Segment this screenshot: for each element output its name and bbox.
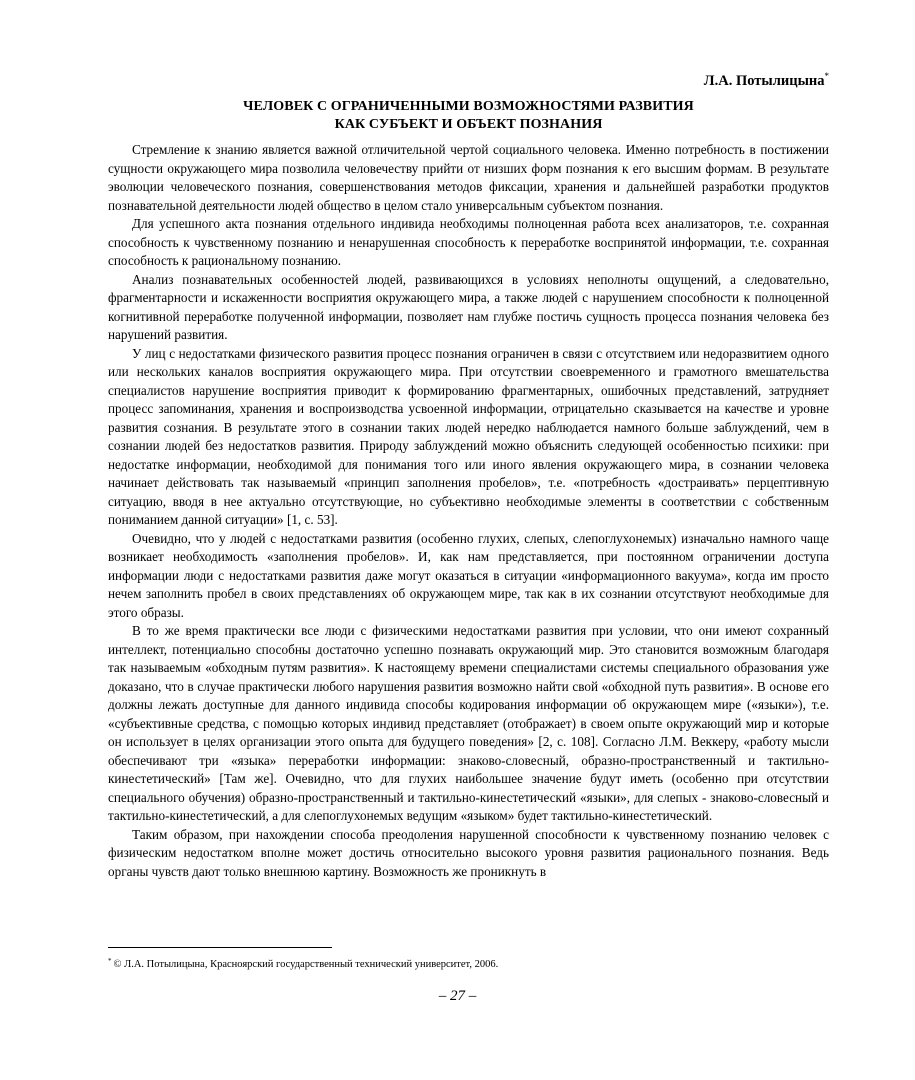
paragraph: В то же время практически все люди с физическими недостатками развития при условии, что они имеют сохранный интеллект, потенциально способны достаточно успешно познавать окружающий мир. Это становится возможным благодаря так называемым «обходным путям развития». К настоящему времени специалистами системы специального образования уже доказано, что в случае практически любого нарушения развития возможно найти свой «обходной путь развития». В основе его должны лежать доступные для данного индивида способы кодирования информации об окружающем мире («языки»), т.е. «субъективные средства, с помощью которых индивид представляет (отображает) в своем опыте окружающий мир и которые он использует в целях организации этого опыта для будущего поведения» [2, с. 108]. Согласно Л.М. Веккеру, «работу мысли обеспечивают три «языка» переработки информации: знаково-словесный, образно-пространственный и тактильно-кинестетический» [Там же]. Очевидно, что для глухих наибольшее значение будут иметь (особенно при отсутствии специального обучения) образно-пространственный и тактильно-кинестетический «языки», для слепых - знаково-словесный и тактильно-кинестетический, а для слепоглухонемых ведущим «языком» будет тактильно-кинестетический.	[108, 623, 829, 823]
article	[108, 72, 829, 881]
footnote	[108, 958, 829, 971]
paragraph: Стремление к знанию является важной отличительной чертой социального человека. Именно потребность в постижении сущности окружающего мира позволила человечеству прийти от низших форм познания к его высшим формам. В результате эволюции человеческого познания, совершенствования методов фиксации, хранения и дальнейшей разработки продуктов познавательной деятельности людей общество в целом стало универсальным субъектом познания.	[108, 142, 829, 213]
paragraph: Очевидно, что у людей с недостатками развития (особенно глухих, слепых, слепоглухонемых) изначально намного чаще возникает необходимость «заполнения пробелов». И, как нам представляется, при постоянном ограничении доступа информации люди с недостатками развития даже могут оказаться в ситуации «информационного вакуума», когда им просто нечем заполнить пробел в своих представлениях об окружающем мире, так как в их сознании отсутствуют необходимые для этого образы.	[108, 530, 829, 620]
author-name: Л.А. Потылицына	[703, 73, 825, 89]
article-title	[108, 98, 829, 133]
paragraph: Таким образом, при нахождении способа преодоления нарушенной способности к чувственному познанию человек с физическим недостатком вполне может достичь относительно высокого уровня развития рационального познания. Ведь органы чувств дают только внешнюю картину. Возможность же проникнуть в	[108, 826, 829, 879]
paragraph: Для успешного акта познания отдельного индивида необходимы полноценная работа всех анализаторов, т.е. сохранная способность к чувственному познанию и ненарушенная способность к переработке воспринятой информации, т.е. сохранная способность к рациональному познанию.	[108, 216, 829, 268]
article-body	[108, 141, 829, 881]
title-line-2: КАК СУБЪЕКТ И ОБЪЕКТ ПОЗНАНИЯ	[334, 116, 603, 132]
page-number: – 27 –	[438, 988, 477, 1004]
footnote-text: © Л.А. Потылицына, Красноярский государственный технический университет, 2006.	[113, 959, 499, 970]
footnote-divider	[108, 947, 332, 948]
author-line	[108, 72, 829, 90]
paragraph: Анализ познавательных особенностей людей, развивающихся в условиях неполноты ощущений, а следовательно, фрагментарности и искаженности восприятия окружающего мира, а также людей с нарушением способности к полноценной когнитивной переработке полученной информации, позволяет нам глубже постичь сущность процесса познания человека без нарушений развития.	[108, 271, 829, 342]
title-line-1: ЧЕЛОВЕК С ОГРАНИЧЕННЫМИ ВОЗМОЖНОСТЯМИ РАЗВИТИЯ	[243, 99, 694, 114]
footnote-marker: *	[108, 956, 112, 965]
author-footnote-marker: *	[824, 71, 829, 82]
paragraph: У лиц с недостатками физического развития процесс познания ограничен в связи с отсутствием или недоразвитием одного или нескольких каналов восприятия окружающего мира. При отсутствии своевременного и грамотного вмешательства специалистов нарушение восприятия приводит к формированию фрагментарных, ошибочных представлений, затрудняет процесс запоминания, хранения и воспроизводства усвоенной информации, отрицательно сказывается на качестве и уровне развития сознания. В результате этого в сознании таких людей нередко наблюдается намного больше заблуждений, чем в сознании людей без недостатков развития. Природу заблуждений можно объяснить следующей особенностью психики: при недостатке информации, необходимой для понимания того или иного явления окружающего мира, в сознании человека начинает действовать так называемый «принцип заполнения пробелов», т.е. «потребность «достраивать» перцептивную ситуацию, вводя в нее актуально отсутствующие, но субъективно необходимые элементы в соответствии с собственным пониманием данной ситуации» [1, с. 53].	[108, 345, 829, 527]
